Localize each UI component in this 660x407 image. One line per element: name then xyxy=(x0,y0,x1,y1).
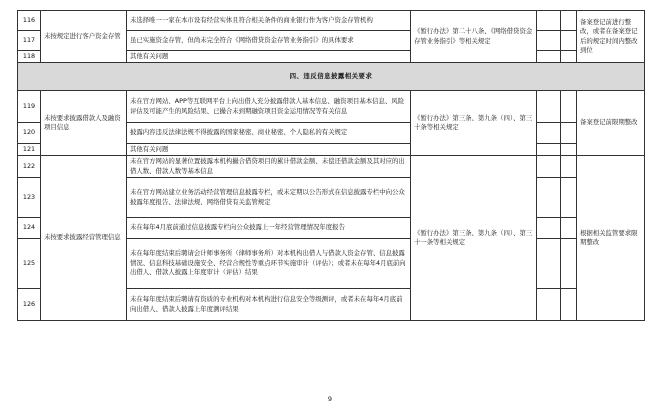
row-number: 123 xyxy=(18,178,41,218)
row-number: 126 xyxy=(18,289,41,321)
content-cell: 披露内容违反法律法规不得披露的国家秘密、商业秘密、个人隐私的有关规定 xyxy=(127,123,411,144)
empty-cell xyxy=(537,156,561,178)
reason-cell: 备案登记前限期整改 xyxy=(577,91,645,156)
empty-cell xyxy=(561,11,577,31)
empty-cell xyxy=(537,289,561,321)
row-number: 117 xyxy=(18,31,41,51)
content-cell: 未在官方网站、APP等互联网平台上向出借人充分披露借款人基本信息、融资项目基本信息、风险评估及可能产生的风险结果、已撮合未到期融资项目资金运用情况等有关信息 xyxy=(127,91,411,123)
basis-cell: 《暂行办法》第二十八条、《网络借贷资金存管业务指引》等相关规定 xyxy=(411,11,537,63)
empty-cell xyxy=(561,178,577,218)
empty-cell xyxy=(537,51,561,63)
category-cell: 未按要求披露经营管理信息 xyxy=(41,156,127,321)
empty-cell xyxy=(561,218,577,239)
row-number: 121 xyxy=(18,144,41,156)
reason-cell: 备案登记前进行整改，或者在备案登记后的规定时间内整改到位 xyxy=(577,11,645,63)
basis-cell: 《暂行办法》第三条、第九条（四）、第三十条等相关规定 xyxy=(411,91,537,156)
section-header-row xyxy=(18,63,645,91)
regulation-table xyxy=(17,10,645,321)
content-cell: 未选择唯一一家在本市设有经营实体且符合相关条件的商业银行作为客户资金存管机构 xyxy=(127,11,411,31)
empty-cell xyxy=(537,31,561,51)
table-row xyxy=(18,91,645,123)
reason-cell: 根据相关监管要求限期整改 xyxy=(577,156,645,321)
category-cell: 未按要求披露借款人及融资项目信息 xyxy=(41,91,127,156)
empty-cell xyxy=(561,144,577,156)
category-cell: 未按规定进行客户资金存管 xyxy=(41,11,127,63)
content-cell: 未在每年度结束后聘请有资质的专业机构对本机构进行信息安全等级测评，或者未在每年4月底前向出借人、借款人披露上年度测评结果 xyxy=(127,289,411,321)
basis-cell: 《暂行办法》第三条、第九条（四）、第三十一条等相关规定 xyxy=(411,156,537,321)
empty-cell xyxy=(537,91,561,123)
empty-cell xyxy=(561,156,577,178)
row-number: 125 xyxy=(18,239,41,289)
table-row xyxy=(18,11,645,31)
content-cell: 未在官方网站建立业务活动经营管理信息披露专栏，或未定期以公告形式在信息披露专栏中向公众披露年度报告、法律法规、网络借贷有关监管规定 xyxy=(127,178,411,218)
table-row xyxy=(18,156,645,178)
section-title: 四、违反信息披露相关要求 xyxy=(18,63,645,91)
empty-cell xyxy=(537,239,561,289)
content-cell: 虽已实施资金存管，但尚未完全符合《网络借贷资金存管业务指引》的具体要求 xyxy=(127,31,411,51)
row-number: 122 xyxy=(18,156,41,178)
empty-cell xyxy=(537,178,561,218)
row-number: 116 xyxy=(18,11,41,31)
empty-cell xyxy=(537,11,561,31)
empty-cell xyxy=(561,91,577,123)
content-cell: 其他有关问题 xyxy=(127,144,411,156)
empty-cell xyxy=(537,123,561,144)
empty-cell xyxy=(561,51,577,63)
row-number: 118 xyxy=(18,51,41,63)
page-number: 9 xyxy=(327,395,333,403)
content-cell: 未在每年度结束后聘请会计师事务所（律师事务所）对本机构出借人与借款人资金存管、信息披露情况、信息科技基础设施安全、经营合规性等重点环节实施审计（评估）；或者未在每年4月底前向出借人、借款人披露上年度审计（评估）结果 xyxy=(127,239,411,289)
empty-cell xyxy=(561,239,577,289)
empty-cell xyxy=(561,123,577,144)
row-number: 120 xyxy=(18,123,41,144)
content-cell: 未在每年4月底前通过信息披露专栏向公众披露上一年经营管理情况年度报告 xyxy=(127,218,411,239)
empty-cell xyxy=(561,31,577,51)
row-number: 119 xyxy=(18,91,41,123)
empty-cell xyxy=(537,218,561,239)
content-cell: 其他有关问题 xyxy=(127,51,411,63)
empty-cell xyxy=(561,289,577,321)
empty-cell xyxy=(537,144,561,156)
content-cell: 未在官方网站的显著位置披露本机构撮合借贷项目的累计借款金额、未偿还借款金额及其对应的出借人数、借款人数等基本信息 xyxy=(127,156,411,178)
row-number: 124 xyxy=(18,218,41,239)
